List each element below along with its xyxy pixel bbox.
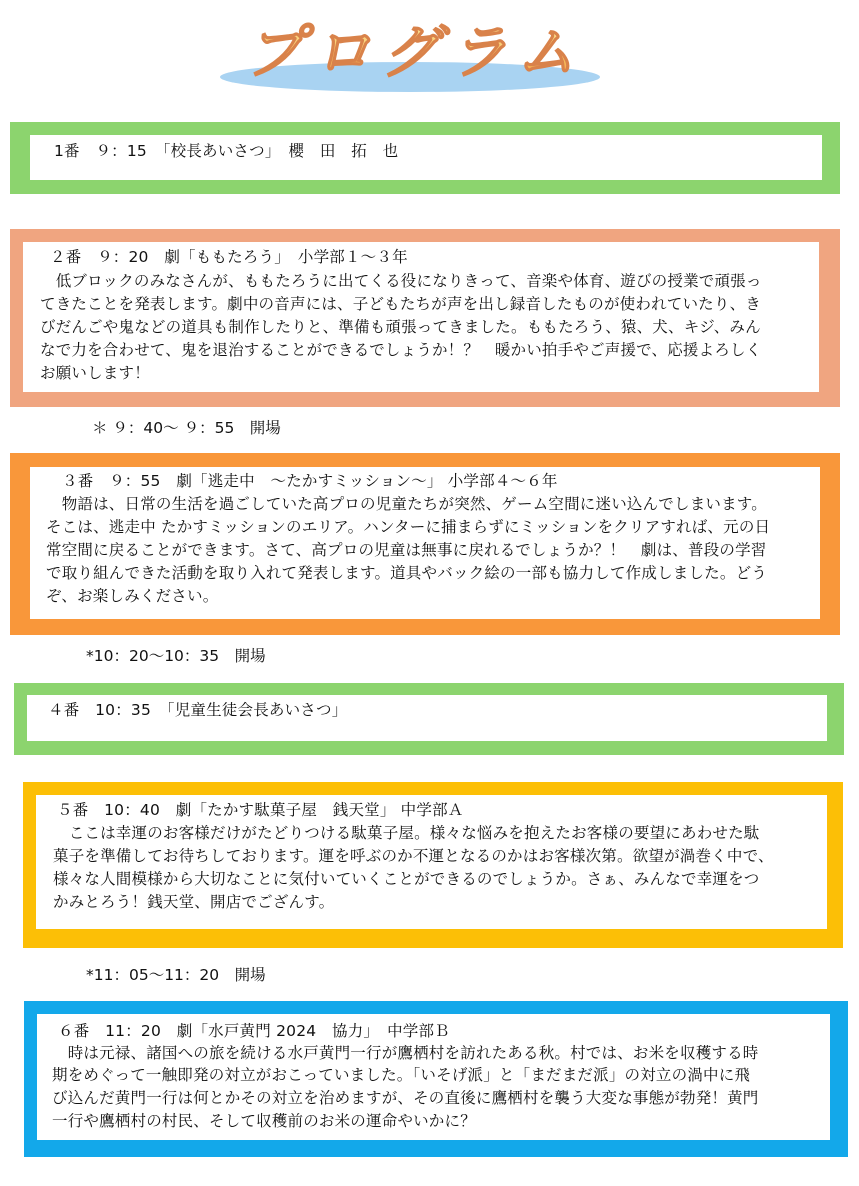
title-text: プログラム <box>245 18 585 86</box>
interval-3: *11：05～11：20 開場 <box>86 966 266 984</box>
item-5-line-2: 菓子を準備してお待ちしております。運を呼ぶのか不運となるのかはお客様次第。欲望が渦巻く中で、 <box>53 847 774 865</box>
item-1-heading: 1番 ９：15 「校長あいさつ」 櫻 田 拓 也 <box>54 142 399 160</box>
item-5-line-4: かみとろう！銭天堂、開店でござんす。 <box>53 893 335 911</box>
item-6-heading: ６番 11：20 劇「水戸黄門 2024 協力」 中学部Ｂ <box>58 1022 450 1040</box>
program-item-2 <box>10 229 840 407</box>
program-item-3 <box>10 453 840 635</box>
item-3-line-5: ぞ、お楽しみください。 <box>46 587 219 605</box>
item-2-line-2: てきたことを発表します。劇中の音声には、子どもたちが声を出し録音したものが使われていたり、き <box>40 295 761 313</box>
item-2-line-5: お願いします！ <box>40 364 150 382</box>
item-6-line-2: 期をめぐって一触即発の対立がおこっていました。「いそげ派」と「まだまだ派」の対立の渦中に飛 <box>52 1066 751 1084</box>
item-3-line-2: そこは、逃走中 たかすミッションのエリア。ハンターに捕まらずにミッションをクリアすれば、元の日 <box>46 518 771 536</box>
item-3-line-1: 物語は、日常の生活を過ごしていた高プロの児童たちが突然、ゲーム空間に迷い込んでしまいます。 <box>46 495 767 513</box>
item-6-line-3: び込んだ黄門一行は何とかその対立を治めますが、その直後に鷹栖村を襲う大変な事態が勃発！黄門 <box>52 1089 759 1107</box>
title-banner <box>215 10 615 95</box>
item-5-line-1: ここは幸運のお客様だけがたどりつける駄菓子屋。様々な悩みを抱えたお客様の要望にあわせた駄 <box>53 824 760 842</box>
item-5-heading: ５番 10：40 劇「たかす駄菓子屋 銭天堂」 中学部Ａ <box>57 801 464 819</box>
item-3-line-3: 常空間に戻ることができます。さて、高プロの児童は無事に戻れるでしょうか？！ 劇は、普段の学習 <box>46 541 767 559</box>
program-item-5 <box>23 782 843 948</box>
item-2-line-3: びだんごや鬼などの道具も制作したりと、準備も頑張ってきました。ももたろう、猿、犬、キジ、みん <box>40 318 761 336</box>
program-title-art <box>215 10 615 95</box>
program-item-6 <box>24 1001 848 1157</box>
item-2-heading: ２番 ９：20 劇「ももたろう」 小学部１～３年 <box>50 248 408 266</box>
program-item-4 <box>14 683 844 755</box>
item-4-heading: ４番 10：35 「児童生徒会長あいさつ」 <box>48 701 348 719</box>
item-5-line-3: 様々な人間模様から大切なことに気付いていくことができるのでしょうか。さぁ、みんなで幸運をつ <box>53 870 760 888</box>
program-item-1 <box>10 122 840 194</box>
item-3-line-4: で取り組んできた活動を取り入れて発表します。道具やバック絵の一部も協力して作成しました。どう <box>46 564 767 582</box>
interval-1: ＊ ９：40～ ９：55 開場 <box>92 419 281 437</box>
item-6-line-4: 一行や鷹栖村の村民、そして収穫前のお米の運命やいかに？ <box>52 1112 476 1130</box>
item-2-line-4: なで力を合わせて、鬼を退治することができるでしょうか！？ 暖かい拍手やご声援で、応援よろしく <box>40 341 762 359</box>
item-3-heading: ３番 ９：55 劇「逃走中 ～たかすミッション～」 小学部４～６年 <box>62 472 558 490</box>
item-6-line-1: 時は元禄、諸国への旅を続ける水戸黄門一行が鷹栖村を訪れたある秋。村では、お米を収穫する時 <box>52 1044 759 1062</box>
interval-2: *10：20～10：35 開場 <box>86 647 266 665</box>
item-2-line-1: 低ブロックのみなさんが、ももたろうに出てくる役になりきって、音楽や体育、遊びの授業で頑張っ <box>40 272 762 290</box>
